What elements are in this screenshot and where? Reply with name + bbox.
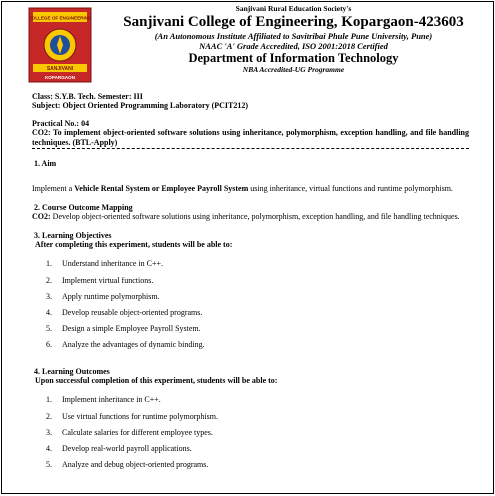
list-item xyxy=(46,259,469,275)
naac-line: NAAC 'A' Grade Accredited, ISO 2001:2018 Certified xyxy=(199,41,388,51)
college-logo xyxy=(28,7,92,83)
list-item xyxy=(46,395,469,411)
aim-text-after: using inheritance, virtual functions and runtime polymorphism. xyxy=(248,184,453,194)
practical-line: Practical No.: 04 xyxy=(32,118,90,128)
document-body xyxy=(32,92,469,476)
list-item-text: Implement inheritance in C++. xyxy=(62,395,161,405)
logo-text-top: COLLEGE OF ENGINEERING xyxy=(28,15,92,21)
list-item xyxy=(46,292,469,308)
list-number: 4. xyxy=(46,308,52,318)
course-outcome-label: CO2: xyxy=(32,212,51,222)
logo-text-mid: SANJIVANI xyxy=(46,66,74,72)
list-item xyxy=(46,460,469,476)
list-number: 5. xyxy=(46,324,52,334)
objectives-intro: After completing this experiment, students will be able to: xyxy=(35,240,233,250)
list-number: 4. xyxy=(46,443,52,453)
list-number: 5. xyxy=(46,460,52,470)
aim-text xyxy=(32,184,469,193)
list-number: 1. xyxy=(46,259,52,269)
list-number: 1. xyxy=(46,395,52,405)
list-number: 6. xyxy=(46,340,52,350)
letterhead-text xyxy=(94,4,493,74)
department-name: Department of Information Technology xyxy=(188,51,399,65)
list-item-text: Apply runtime polymorphism. xyxy=(62,291,160,301)
list-number: 3. xyxy=(46,291,52,301)
outcomes-heading: 4. Learning Outcomes xyxy=(34,366,110,376)
list-item xyxy=(46,340,469,356)
list-item-text: Analyze and debug object-oriented programs. xyxy=(62,460,209,470)
aim-heading: 1. Aim xyxy=(34,159,57,169)
autonomous-line: (An Autonomous Institute Affiliated to Savitribai Phule Pune University, Pune) xyxy=(154,31,433,41)
logo-text-bottom: KOPARGAON xyxy=(44,75,76,80)
list-number: 3. xyxy=(46,427,52,437)
list-item-text: Design a simple Employee Payroll System. xyxy=(62,324,201,334)
course-outcome-text xyxy=(32,212,469,221)
list-item xyxy=(46,444,469,460)
document-page xyxy=(1,1,494,494)
nba-line: NBA Accredited-UG Programme xyxy=(242,65,345,74)
society-name: Sanjivani Rural Education Society's xyxy=(235,4,352,13)
list-item-text: Develop reusable object-oriented programs. xyxy=(62,308,203,318)
co2-line: CO2: To implement object-oriented software solutions using inheritance, polymorphism, exception handling, and file handling techniques. (BTL-Apply) xyxy=(32,128,469,147)
subject-line: Subject: Object Oriented Programming Laboratory (PCIT212) xyxy=(32,101,249,111)
list-item-text: Understand inheritance in C++. xyxy=(62,259,163,269)
objectives-heading: 3. Learning Objectives xyxy=(34,230,112,240)
course-outcome-heading: 2. Course Outcome Mapping xyxy=(34,202,133,212)
list-item-text: Implement virtual functions. xyxy=(62,275,154,285)
list-item-text: Analyze the advantages of dynamic binding. xyxy=(62,340,205,350)
list-item-text: Develop real-world payroll applications. xyxy=(62,443,192,453)
list-number: 2. xyxy=(46,411,52,421)
aim-text-before: Implement a xyxy=(32,184,75,194)
list-item-text: Calculate salaries for different employee types. xyxy=(62,427,213,437)
aim-text-bold: Vehicle Rental System or Employee Payroll System xyxy=(74,184,249,194)
list-item xyxy=(46,276,469,292)
list-item-text: Use virtual functions for runtime polymorphism. xyxy=(62,411,218,421)
objectives-list xyxy=(46,259,469,356)
list-item xyxy=(46,324,469,340)
list-item xyxy=(46,428,469,444)
class-line: Class: S.Y.B. Tech. Semester: III xyxy=(32,92,143,101)
college-name: Sanjivani College of Engineering, Kopargaon-423603 xyxy=(123,14,464,30)
list-item xyxy=(46,412,469,428)
letterhead xyxy=(2,4,493,90)
list-item xyxy=(46,308,469,324)
list-number: 2. xyxy=(46,275,52,285)
outcomes-list xyxy=(46,395,469,476)
course-outcome-body: Develop object-oriented software solutions using inheritance, polymorphism, exception handling, and file handling techniques. xyxy=(50,212,460,222)
outcomes-intro: Upon successful completion of this experiment, students will be able to: xyxy=(35,376,278,385)
